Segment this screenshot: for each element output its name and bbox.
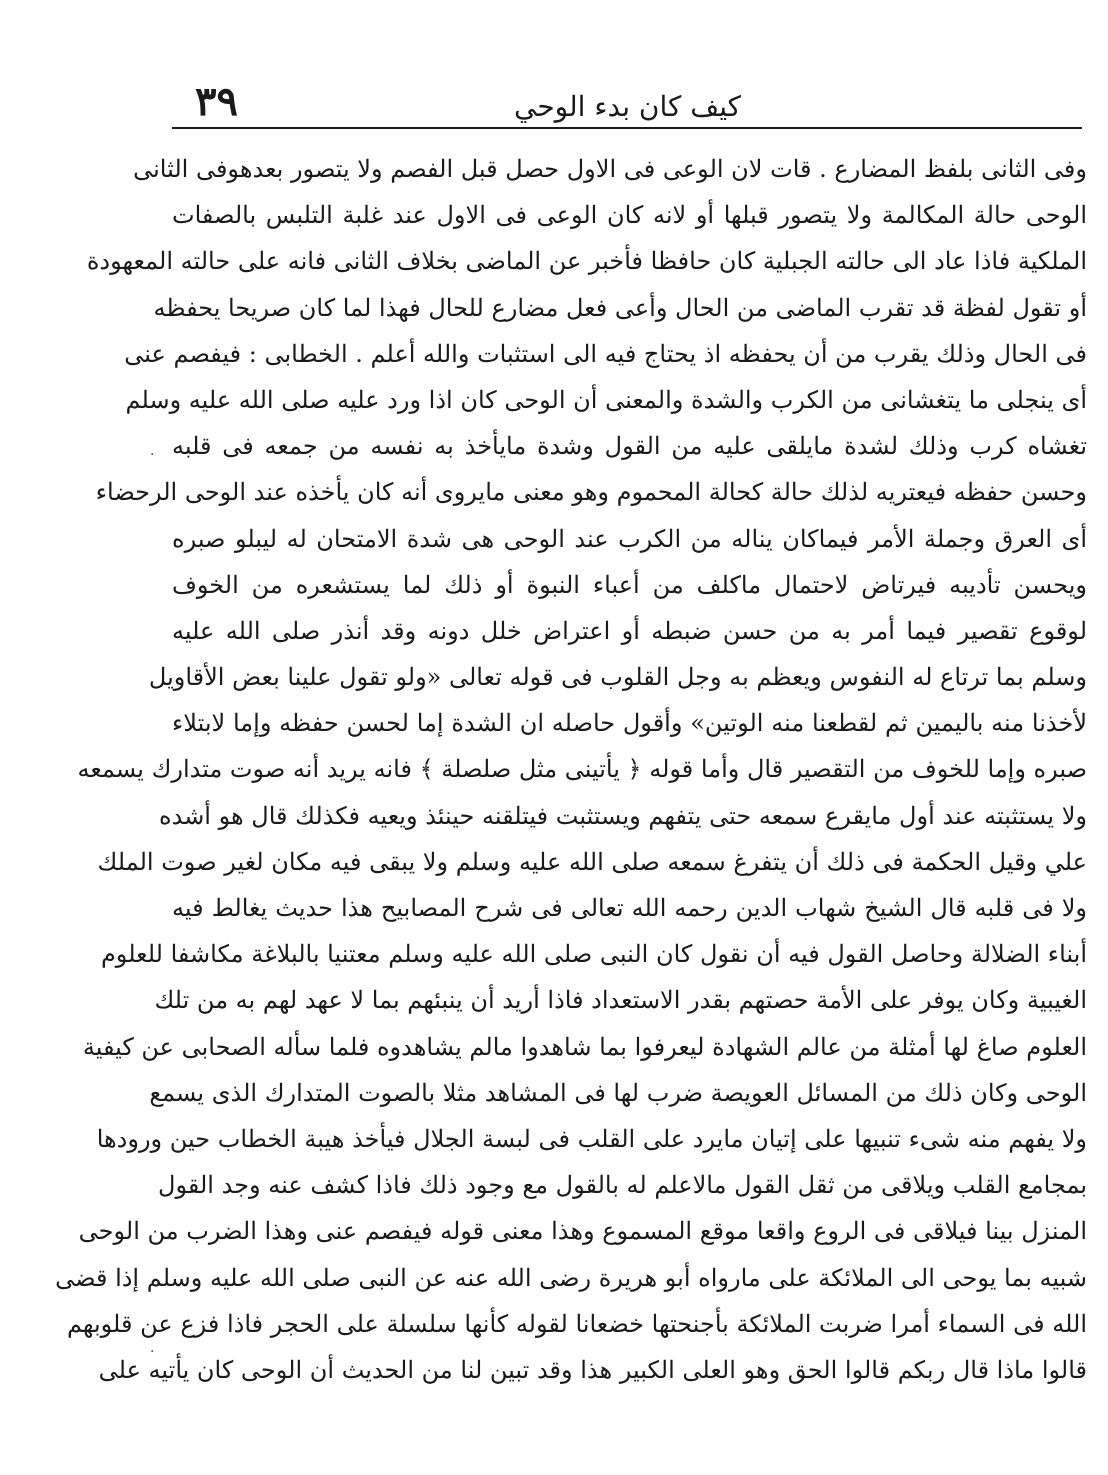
text-line: وحسن حفظه فيعتريه لذلك حالة كحالة المحموم وهو معنى مايروى أنه كان يأخذه عند الوحى الرحضاء bbox=[95, 478, 1087, 507]
text-line: ولا يفهم منه شىء تنبيها على إتيان مايرد على القلب فى لبسة الجلال فيأخذ هيبة الخطاب حين ورودها bbox=[96, 1124, 1087, 1153]
margin-speck: · bbox=[150, 1344, 155, 1360]
text-line: أبناء الضلالة وحاصل القول فيه أن نقول كان النبى صلى الله عليه وسلم معتنيا بالبلاغة مكاشفا للعلوم bbox=[100, 940, 1087, 969]
text-line: المنزل بينا فيلاقى فى الروع واقعا موقع المسموع وهذا معنى قوله فيفصم عنى وهذا الضرب من الوحى bbox=[78, 1217, 1087, 1246]
text-line: ويحسن تأديبه فيرتاض لاحتمال ماكلف من أعباء النبوة أو ذلك لما يستشعره من الخوف bbox=[172, 570, 1087, 599]
body-text bbox=[55, 146, 1088, 1393]
text-line: الملكية فاذا عاد الى حالته الجبلية كان حافظا فأخبر عن الماضى بخلاف الثانى فانه على حالته المعهودة bbox=[86, 247, 1087, 276]
text-line: الوحى حالة المكالمة ولا يتصور قبلها أو لانه كان الوعى فى الاول عند غلبة التلبس بالصفات bbox=[172, 201, 1087, 230]
text-line: الوحى وكان ذلك من المسائل العويصة ضرب لها فى المشاهد مثلا بالصوت المتدارك الذى يسمع bbox=[149, 1078, 1087, 1107]
header-rule bbox=[172, 127, 1082, 129]
text-line: الله فى السماء أمرا ضربت الملائكة بأجنحتها خضعانا لقوله كأنها سلسلة على الحجر فاذا فزع عن قلوبهم bbox=[66, 1309, 1087, 1338]
text-line: شبيه بما يوحى الى الملائكة على مارواه أبو هريرة رضى الله عنه عن النبى صلى الله عليه وسلم إذا قضى bbox=[55, 1263, 1087, 1292]
text-line: لوقوع تقصير فيما أمر به من حسن ضبطه أو اعتراض خلل دونه وقد أنذر صلى الله عليه bbox=[172, 616, 1087, 645]
text-line: الغيبية وكان يوفر على الأمة حصتهم بقدر الاستعداد فاذا أريد أن ينبئهم بما لا عهد لهم به من تلك bbox=[154, 986, 1087, 1015]
running-title: كيف كان بدء الوحي bbox=[514, 90, 741, 123]
text-line: تغشاه كرب وذلك لشدة مايلقى عليه من القول وشدة مايأخذ به نفسه من جمعه فى قلبه bbox=[172, 432, 1088, 461]
running-header bbox=[175, 72, 1080, 132]
text-line: العلوم صاغ لها أمثلة من عالم الشهادة ليعرفوا بما شاهدوا مالم يشاهدوه فلما سأله الصحابى عن كيفية bbox=[82, 1032, 1087, 1061]
text-line: ولا يستثبته عند أول مايقرع سمعه حتى يتفهم ويستثبت فيتلقنه حينئذ ويعيه فكذلك قال هو أشده bbox=[159, 801, 1087, 830]
text-line: قالوا ماذا قال ربكم قالوا الحق وهو العلى الكبير هذا وقد تبين لنا من الحديث أن الوحى كان يأتيه على bbox=[98, 1355, 1087, 1384]
text-line: أو تقول لفظة قد تقرب الماضى من الحال وأعى فعل مضارع للحال فهذا لما كان صريحا يحفظه bbox=[153, 293, 1087, 322]
margin-speck: · bbox=[150, 447, 155, 463]
text-line: ولا فى قلبه قال الشيخ شهاب الدين رحمه الله تعالى فى شرح المصابيح هذا حديث يغالط فيه bbox=[172, 894, 1087, 922]
text-line: بمجامع القلب ويلاقى من ثقل القول مالاعلم له بالقول مع وجود ذلك فاذا كشف عنه وجد القول bbox=[158, 1171, 1087, 1200]
text-line: لأخذنا منه باليمين ثم لقطعنا منه الوتين» وأقول حاصله ان الشدة إما لحسن حفظه وإما لابتلاء bbox=[172, 709, 1087, 738]
text-line: أى ينجلى ما يتغشانى من الكرب والشدة والمعنى أن الوحى كان اذا ورد عليه صلى الله عليه وسلم bbox=[125, 385, 1087, 414]
text-line: علي وقيل الحكمة فى ذلك أن يتفرغ سمعه صلى الله عليه وسلم ولا يبقى فيه مكان لغير صوت الملك bbox=[97, 847, 1087, 876]
text-line: وفى الثانى بلفظ المضارع . قات لان الوعى فى الاول حصل قبل الفصم ولا يتصور بعدهوفى الثانى bbox=[133, 155, 1087, 183]
text-line: صبره وإما للخوف من التقصير قال وأما قوله ﴿ يأتينى مثل صلصلة ﴾ فانه يريد أنه صوت متدارك يسمعه bbox=[77, 755, 1087, 784]
page-number: ٣٩ bbox=[195, 78, 238, 125]
text-line: أى العرق وجملة الأمر فيماكان يناله من الكرب عند الوحى هى شدة الامتحان له ليبلو صبره bbox=[172, 524, 1087, 553]
text-line: فى الحال وذلك يقرب من أن يحفظه اذ يحتاج فيه الى استثبات والله أعلم . الخطابى : فيفصم عنى bbox=[124, 339, 1087, 368]
text-line: وسلم بما ترتاع له النفوس ويعظم به وجل القلوب فى قوله تعالى «ولو تقول علينا بعض الأقاويل bbox=[148, 663, 1087, 692]
